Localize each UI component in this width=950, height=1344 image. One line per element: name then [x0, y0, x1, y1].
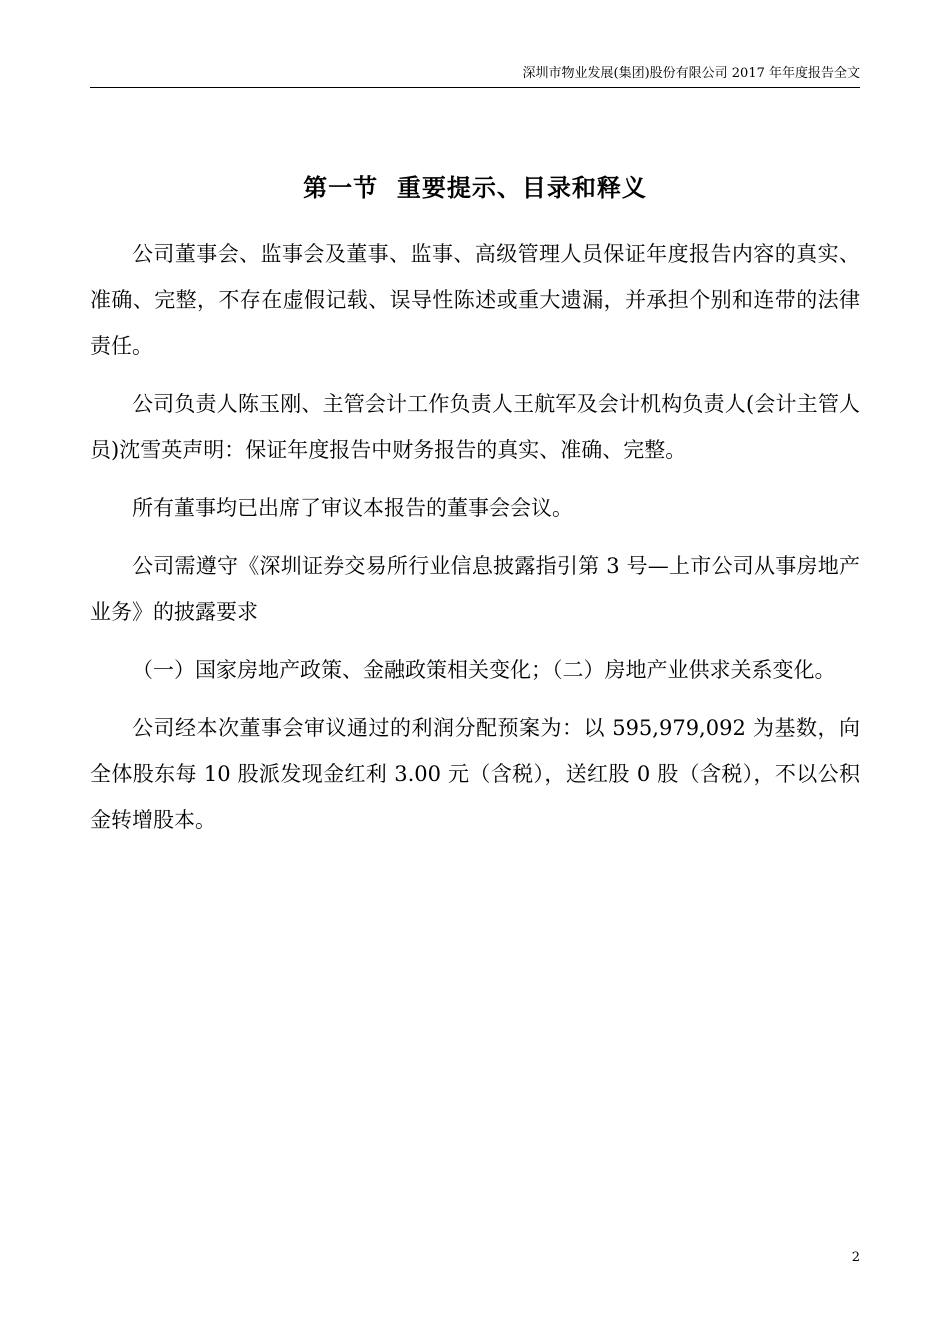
running-header: 深圳市物业发展(集团)股份有限公司 2017 年年度报告全文: [522, 66, 860, 81]
body-text: [90, 231, 860, 855]
paragraph-risk-factors: （一）国家房地产政策、金融政策相关变化；（二）房地产业供求关系变化。: [132, 658, 836, 682]
paragraph-financial-declaration: 公司负责人陈玉刚、主管会计工作负责人王航军及会计机构负责人(会计主管人员)沈雪英声明：保证年度报告中财务报告的真实、准确、完整。: [90, 392, 860, 462]
paragraph-disclosure-guideline: 公司需遵守《深圳证券交易所行业信息披露指引第 3 号—上市公司从事房地产业务》的披露要求: [90, 554, 860, 624]
page-number: 2: [851, 1250, 860, 1265]
paragraph-responsibility-statement: 公司董事会、监事会及董事、监事、高级管理人员保证年度报告内容的真实、准确、完整，不存在虚假记载、误导性陈述或重大遗漏，并承担个别和连带的法律责任。: [90, 242, 860, 358]
header-rule: [90, 87, 860, 88]
paragraph-directors-attendance: 所有董事均已出席了审议本报告的董事会会议。: [132, 496, 573, 520]
section-title: 第一节 重要提示、目录和释义: [303, 173, 647, 203]
paragraph-profit-distribution: 公司经本次董事会审议通过的利润分配预案为：以 595,979,092 为基数，向全体股东每 10 股派发现金红利 3.00 元（含税），送红股 0 股（含税），不以公积金转增股本。: [90, 716, 860, 832]
